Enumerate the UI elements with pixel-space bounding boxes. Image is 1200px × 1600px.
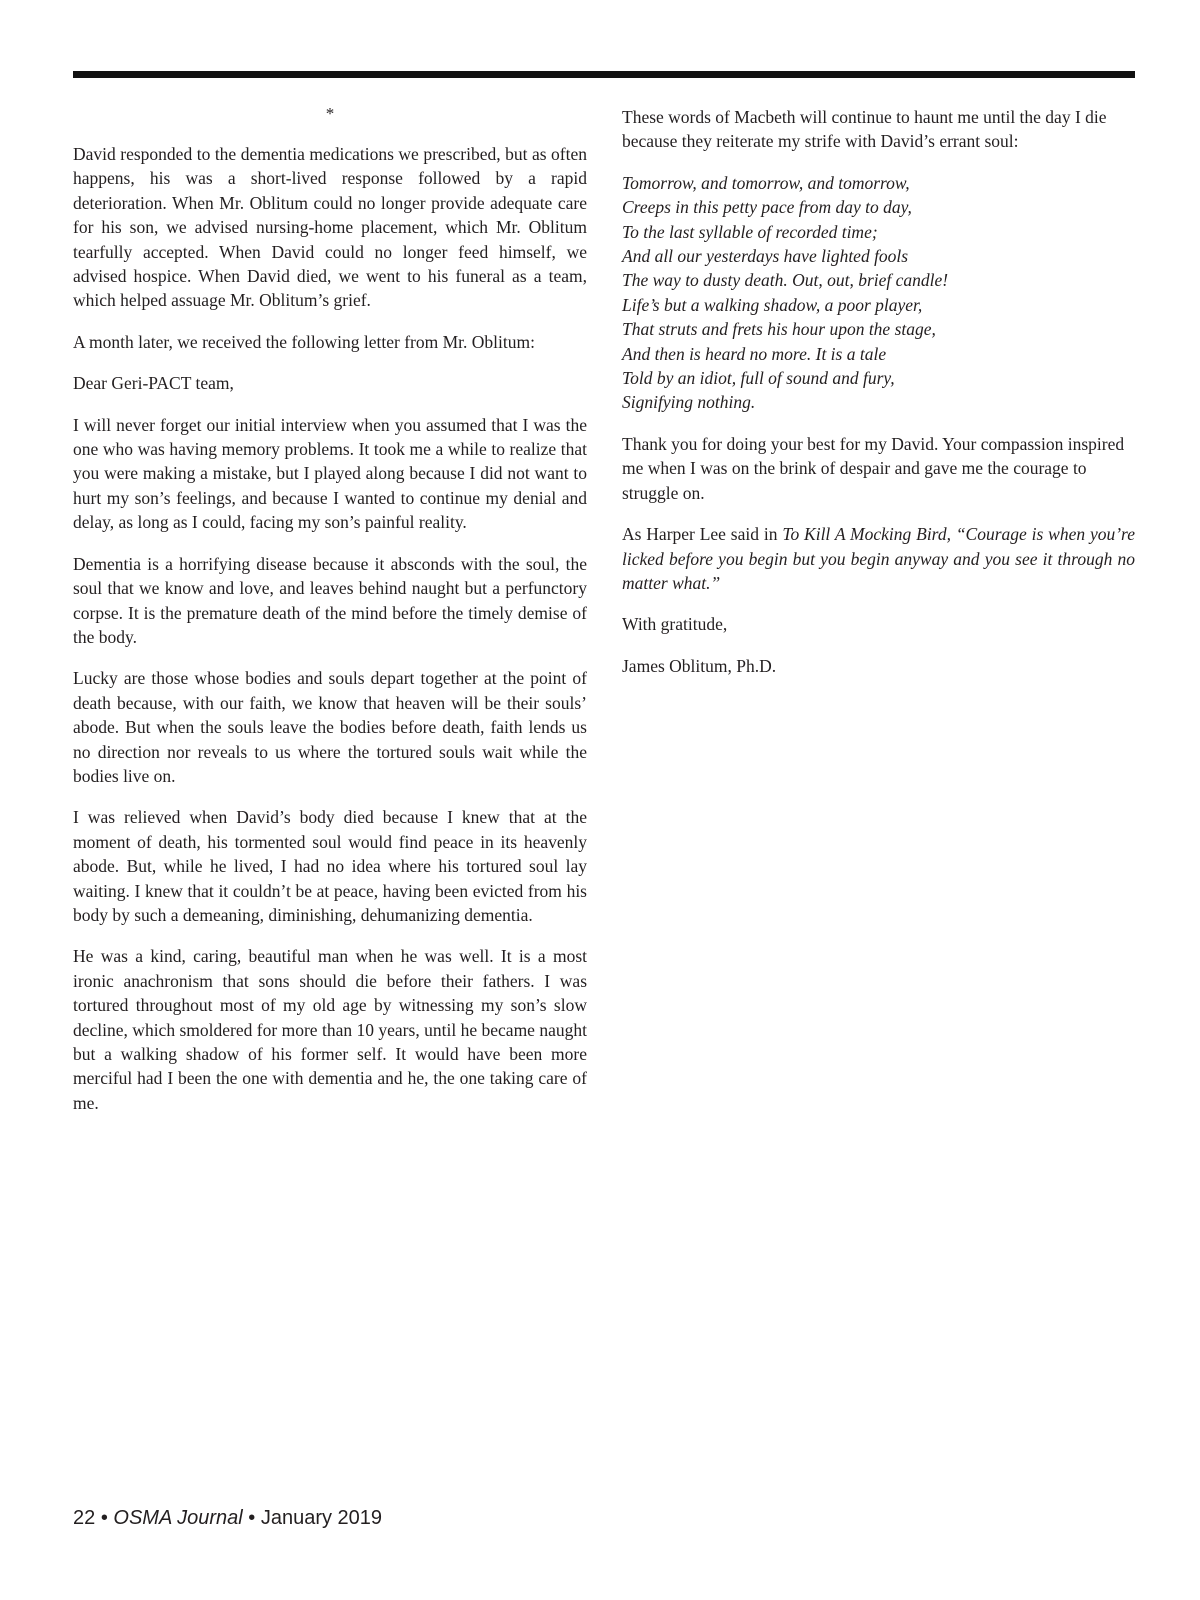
top-rule — [73, 71, 1135, 78]
paragraph: David responded to the dementia medications we prescribed, but as often happens, his was a short-lived response followed by a rapid deterioration. When Mr. Oblitum could no longer provide adequate care for his son, we advised nursing-home placement, which Mr. Oblitum tearfully accepted. When David could no longer feed himself, we advised hospice. When David died, we went to his funeral as a team, which helped assuage Mr. Oblitum’s grief. — [73, 144, 587, 311]
poem-line: Tomorrow, and tomorrow, and tomorrow, — [622, 172, 910, 193]
paragraph: I was relieved when David’s body died because I knew that at the moment of death, his tormented soul would find peace in its heavenly abode. But, while he lived, I had no idea where his tortured soul lay waiting. I knew that it couldn’t be at peace, having been evicted from his body by such a demeaning, diminishing, dehumanizing dementia. — [73, 807, 587, 925]
paragraph: Dementia is a horrifying disease because it absconds with the soul, the soul that we know and love, and leaves behind naught but a perfunctory corpse. It is the premature death of the mind before the timely demise of the body. — [73, 553, 587, 647]
letter-signature: James Oblitum, Ph.D. — [622, 655, 777, 676]
paragraph: A month later, we received the following letter from Mr. Oblitum: — [73, 331, 535, 352]
right-column — [622, 105, 1135, 695]
macbeth-poem — [622, 171, 1135, 415]
poem-line: Told by an idiot, full of sound and fury, — [622, 368, 895, 389]
page-number: 22 — [73, 1507, 96, 1529]
poem-line: Signifying nothing. — [622, 392, 756, 413]
footer-bullet-2: • — [248, 1507, 256, 1529]
quote-text: , “Courage is when you’re licked before you begin but you begin anyway and you see it through no matter what.” — [622, 524, 1135, 593]
poem-line: And all our yesterdays have lighted fools — [622, 246, 909, 267]
paragraph: He was a kind, caring, beautiful man when he was well. It is a most ironic anachronism that sons should die before their fathers. I was tortured throughout most of my old age by witnessing my son’s slow decline, which smoldered for more than 10 years, until he became naught but a walking shadow of his former self. It would have been more merciful had I been the one with dementia and he, the one taking care of me. — [73, 946, 587, 1113]
journal-name: OSMA Journal — [113, 1507, 243, 1529]
harper-lee-quote — [622, 522, 1135, 595]
poem-line: To the last syllable of recorded time; — [622, 221, 878, 242]
paragraph: These words of Macbeth will continue to haunt me until the day I die because they reiterate my strife with David’s errant soul: — [622, 107, 1107, 152]
paragraph: Thank you for doing your best for my David. Your compassion inspired me when I was on the brink of despair and gave me the courage to struggle on. — [622, 433, 1125, 503]
paragraph: I will never forget our initial interview when you assumed that I was the one who was having memory problems. It took me a while to realize that you were making a mistake, but I played along because I did not want to hurt my son’s feelings, and because I wanted to continue my denial and delay, as long as I could, facing my son’s painful reality. — [73, 414, 587, 533]
left-column — [73, 104, 587, 1132]
poem-line: And then is heard no more. It is a tale — [622, 343, 887, 364]
letter-salutation: Dear Geri-PACT team, — [73, 373, 234, 394]
issue-date: January 2019 — [260, 1507, 383, 1529]
poem-line: Creeps in this petty pace from day to day, — [622, 197, 912, 218]
poem-line: The way to dusty death. Out, out, brief candle! — [622, 270, 949, 291]
quote-prefix: As Harper Lee said in — [622, 524, 783, 545]
letter-closing: With gratitude, — [622, 614, 728, 635]
poem-line: That struts and frets his hour upon the stage, — [622, 319, 936, 340]
footer-bullet: • — [100, 1507, 108, 1529]
quote-book-title: To Kill A Mocking Bird — [782, 524, 947, 545]
page-footer — [73, 1507, 382, 1530]
poem-line: Life’s but a walking shadow, a poor player, — [622, 294, 923, 315]
paragraph: Lucky are those whose bodies and souls depart together at the point of death because, with our faith, we know that heaven will be their souls’ abode. But when the souls leave the bodies before death, faith lends us no direction nor reveals to us where the tortured souls wait while the bodies live on. — [73, 668, 587, 786]
section-separator: * — [325, 104, 335, 123]
